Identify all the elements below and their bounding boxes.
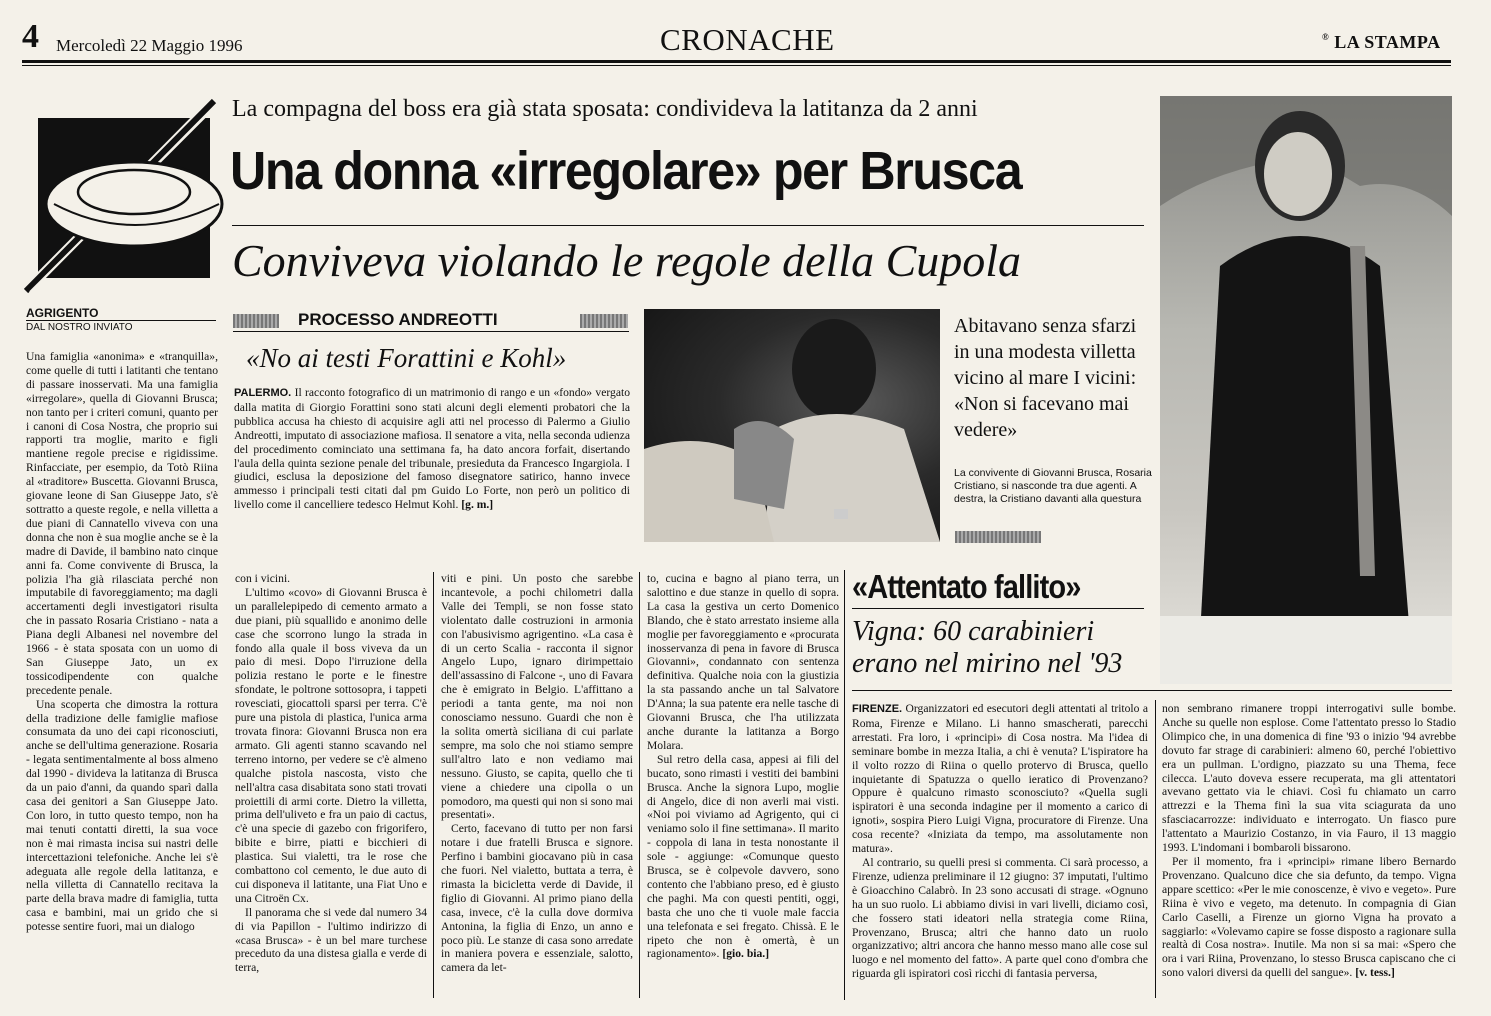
attentato-rule [852,608,1144,609]
andreotti-paragraph [234,386,630,512]
main-story-column-4 [647,572,839,1000]
byline: DAL NOSTRO INVIATO [26,322,133,333]
main-story-column-2 [235,572,427,1000]
photo-quote: Abitavano senza sfarzi in una modesta villetta vicino al mare I vicini: «Non si facevano mai vedere» [954,315,1137,441]
paragraph: FIRENZE. Organizzatori ed esecutori degli attentati al tritolo a Roma, Firenze e Milano. Li hanno smascherati, parecchi arrestati. Fra loro, i «principi» di Cosa nostra. Ma l'idea di seminare bombe in mezza Italia, a chi è venuta? L'ispiratore ha il volto rozzo di Riina o quello protervo di Brusca, quello inquietante di Spatuzza o quello ieratico di Provenzano? Oppure è qualcuno rimasto sconosciuto? «Quella sugli ispiratori è una seconda indagine per il momento a carico di ignoti», sospira Piero Luigi Vigna, procuratore di Firenze. Una cosa recente? «Iniziata da tempo, ma assolutamente non matura». [852,702,1148,856]
section-bar-left [233,314,279,328]
page-number: 4 [22,18,39,55]
main-headline: Una donna «irregolare» per Brusca [230,141,1022,201]
paragraph: Una scoperta che dimostra la rottura della tradizione delle famiglie mafiose consumata da uno dei capi riconosciuti, anche se dell'ultima generazione. Rosaria - legata sentimentalmente al boss almeno dal 1990 - divideva la latitanza di Brusca da un paio d'anni, da quando sparì dalla casa dei genitori a San Giuseppe Jato. Con loro, in tutto questo tempo, non ha mai tenuti contatti diretti, la sua voce non è mai rimasta incisa sui nastri delle intercettazioni telefoniche. Anche lei s'è adeguata alle regole della latitanza, e nella villetta di Cannatello recitava la parte della brava madre di famiglia, tutta casa e bambini, mai un grido che si potesse sentire fuori, mai un dialogo [26,697,218,934]
column-divider [639,572,640,998]
main-story-column-1 [26,350,218,1000]
masthead-rule-thin [22,65,1451,66]
column-divider [844,570,845,1000]
attentato-dateline: FIRENZE. [852,703,903,715]
portrait-photo [1160,96,1452,684]
attentato-sign: [v. tess.] [1355,966,1395,980]
attentato-subheadline: Vigna: 60 carabinieri erano nel mirino nel '93 [852,616,1123,679]
andreotti-dateline: PALERMO. [234,387,292,399]
paper-name: ® LA STAMPA [1322,32,1441,52]
attentato-headline: «Attentato fallito» [852,568,1081,605]
main-story-sign: [gio. bia.] [722,947,770,961]
paragraph: Al contrario, su quelli presi si commenta. Ci sarà processo, a Firenze, udienza preliminare il 12 giugno: 37 imputati, l'ultimo è Gioacchino Calabrò. In 23 sono accusati di strage. «Ognuno ha un suo ruolo. Li abbiamo divisi in vari livelli, diciamo così, che fossero stati ideatori nella strategia come Riina, Provenzano, Brusca; altri che hanno dato un ruolo organizzativo; altri ancora che hanno messo mano alle cose sul luogo e nel momento del fatto». A parte quel cono d'ombra che riguarda gli ispiratori così ricchi di fantasia perversa, [852,855,1148,981]
arrest-photo [644,309,940,542]
section-name: CRONACHE [660,22,835,57]
column-divider [433,572,434,998]
andreotti-rule [233,331,629,332]
headline-rule [232,225,1144,226]
andreotti-section-label: PROCESSO ANDREOTTI [298,310,498,329]
paragraph: viti e pini. Un posto che sarebbe incantevole, a pochi chilometri dalla Valle dei Templi, se non fosse stato violentato dalle costruzioni in armonia con l'abusivismo agrigentino. «La casa è di un certo Scalia - racconta il signor Angelo Lupo, ignaro dirimpettaio dell'assassino di Falcone -, uno di Favara che è emigrato in Belgio. L'affittano a periodi a tanta gente, ma noi non conosciamo nessuno. Guardi che non è la solita omertà siciliana di cui parlate sempre, ma solo che noi stiamo sempre sull'altro lato e non vediamo mai nessuno. Giusto, se capita, quello che ti viene a chiedere una cipolla o un pomodoro, ma questi qui non si sono mai presentati». [441,572,633,822]
andreotti-text: Il racconto fotografico di un matrimonio di rango e un «fondo» vergato dalla matita di Giorgio Forattini sono stati alcuni degli elementi probatori che la pubblica accusa ha chiesto di acquisire agli atti nel processo di Palermo a Giulio Andreotti, imputato di associazione mafiosa. Il senatore a vita, nella seconda udienza del procedimento cominciato una settimana fa, ha dato ancora forfait, disertando l'aula della quinta sezione penale del tribunale, presieduta da Francesco Ingargiola. I giudici, esclusa la deposizione del famoso disegnatore satirico, hanno invece ammesso i principali testi citati dal pm Guido Lo Forte, non però un politico di livello come il cancelliere tedesco Helmut Kohl. [234,386,630,512]
photo-caption: La convivente di Giovanni Brusca, Rosaria Cristiano, si nasconde tra due agenti. A destra, la Cristiano davanti alla questura [954,467,1152,505]
paragraph: non sembrano rimanere troppi interrogativi sulle bombe. Anche su quelle non esplose. Come l'attentato presso lo Stadio Olimpico che, in una domenica di fine '93 o inizio '94 avrebbe dovuto far strage di carabinieri: almeno 60, perché l'obiettivo era un pullman. L'ordigno, piazzato su una Thema, fece cilecca. L'auto doveva essere recuperata, ma gli attentatori avevano gettato via le chiavi. Così fu chiamato un carro attrezzi e la Thema finì la sua vita sciagurata da uno sfasciacarrozze: individuato e interrogato. Un fiasco pure l'attentato a Maurizio Costanzo, in via Fauro, il 13 maggio 1993. L'indomani i bombaroli bissarono. [1162,702,1456,855]
paragraph: Certo, facevano di tutto per non farsi notare i due fratelli Brusca e signore. Perfino i bambini giocavano più in casa che fuori. Nel vialetto, buttata a terra, è rimasta la bicicletta verde di Davide, il figlio di Giovanni. Al primo piano della casa, invece, c'è la culla dove dormiva Antonina, la figlia di Enzo, un anno e poco più. Le stanze di casa sono arredate in maniera povera e essenziale, salotto, camera da let- [441,822,633,975]
lupara-hat-illustration [24,96,224,296]
andreotti-headline: «No ai testi Forattini e Kohl» [246,343,567,373]
issue-date: Mercoledì 22 Maggio 1996 [56,36,243,55]
paragraph: Per il momento, fra i «principi» rimane libero Bernardo Provenzano. Qualcuno dice che sia defunto, da tempo. Vigna appare scettico: «Per le mie conoscenze, è vivo e vegeto». Pure Riina è vivo e vegeto, ma detenuto. In compagnia di Gian Carlo Caselli, a Firenze un giorno Vigna ha provato a saggiarlo: «Volevamo capire se fosse disposto a ragionare sulla realtà di Cosa nostra». Inutile. Ma non si sa mai: «Spero che ora i vari Riina, Provenzano, lo stesso Brusca capiscano che ci sono valori diversi da quelli del sangue». [v. tess.] [1162,854,1456,980]
paragraph: Sul retro della casa, appesi ai fili del bucato, sono rimasti i vestiti dei bambini Brusca. Anche la signora Lupo, moglie di Angelo, dice di non averli mai visti. «Noi poi viviamo ad Agrigento, qui ci veniamo solo il fine settimana». Il marito - coppola di lana in testa nonostante il sole - aggiunge: «Comunque questo Brusca, se è colpevole davvero, sono contento che l'abbiano preso, ed è giusto che paghi. Ma con questi pentiti, oggi, basta che uno che ti vuole male faccia una telefonata e sei fregato. Chissà. E le ripeto che non è omertà, è un ragionamento». [gio. bia.] [647,752,839,961]
dateline: AGRIGENTO [26,306,99,320]
caption-bar [955,531,1041,543]
attentato-column-2 [1162,702,1456,1000]
attentato-rule-bottom [852,690,1452,691]
andreotti-sign: [g. m.] [461,498,494,512]
paragraph: Il panorama che si vede dal numero 34 di via Papillon - l'ultimo indirizzo di «casa Brusca» - è un bel mare turchese preceduto da una distesa gialla e verde di terra, [235,905,427,975]
main-kicker: La compagna del boss era già stata sposata: condivideva la latitanza da 2 anni [232,96,978,122]
section-bar-right [580,314,628,328]
main-subheadline: Conviveva violando le regole della Cupola [232,235,1022,286]
attentato-column-1 [852,702,1148,1000]
dateline-rule [26,320,216,321]
paragraph: to, cucina e bagno al piano terra, un salottino e due stanze in quello di sopra. La casa la gestiva un certo Domenico Blando, che è stato arrestato insieme alla moglie per favoreggiamento e «procurata inosservanza di pena in favore di Brusca Giovanni», condannato con sentenza definitiva. Qualche noia con la giustizia la sta passando anche un tal Salvatore D'Anna; la sua patente era nelle tasche di Giovanni Brusca, che l'ha utilizzata anche durante la latitanza a Borgo Molara. [647,572,839,752]
column-divider [1155,700,1156,998]
paragraph: Una famiglia «anonima» e «tranquilla», come quelle di tutti i latitanti che tentano di passare inosservati. Ma una famiglia «irregolare», quella di Giovanni Brusca; non tanto per i criteri comuni, quanto per i canoni di Cosa Nostra, che proprio sui rapporti tra moglie, marito e figli mantiene regole precise e rigidissime. Rinfacciate, per esempio, da Totò Riina al «traditore» Buscetta. Giovanni Brusca, giovane leone di San Giuseppe Jato, s'è sottratto a queste regole, e nella villetta a due piani di Cannatello viveva con una donna che non è sua moglie anche se è la madre di Davide, il bambino nato cinque anni fa. Come convivente di Brusca, la polizia l'ha già rilasciata perché non imputabile di favoreggiamento; ma dagli accertamenti degli investigatori risulta che in passato Rosaria Cristiano - nata a Piana degli Albanesi nel novembre del 1966 - è stata sposata con un uomo di San Giuseppe Jato, un ex tossicodipendente con qualche precedente penale. [26,350,218,697]
andreotti-body [234,386,630,536]
paragraph: con i vicini. [235,572,291,585]
paragraph: L'ultimo «covo» di Giovanni Brusca è un parallelepipedo di cemento armato a due piani, più squallido e anonimo delle case che scorrono lungo la strada in fondo alla quale il boss viveva da un paio di mesi. Dopo l'irruzione della polizia restano le porte e le finestre sfondate, le poltrone sottosopra, i tappeti rovesciati, giocattoli sparsi per terra. C'è pure una pistola di plastica, l'unica arma trovata finora: Giovanni Brusca non era armato. Gli agenti stanno scavando nel terreno intorno, per vedere se c'è almeno qualche pistola nascosta, visto che nell'altra casa disabitata sono stati trovati proiettili di armi corte. Dietro la villetta, prima dell'uliveto e fra un paio di cactus, c'è una specie di gazebo con frigorifero, bibite e birre, piatti e bicchieri di plastica. Sui vialetti, tra le rose che combattono col cemento, le due auto di cui disponeva il latitante, una Fiat Uno e una Citroën Cx. [235,585,427,905]
main-story-column-3 [441,572,633,1000]
masthead-rule [22,60,1451,63]
